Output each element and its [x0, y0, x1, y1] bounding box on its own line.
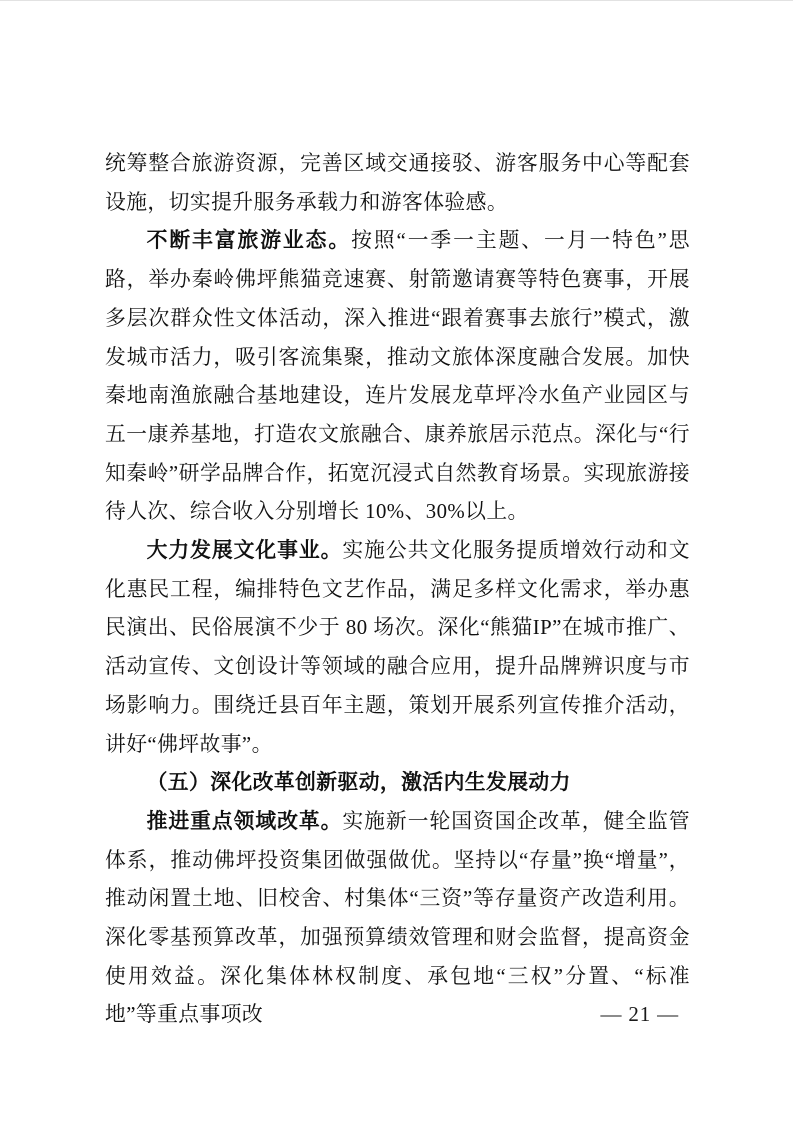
section-heading	[105, 764, 690, 803]
paragraph-text: 实施新一轮国资国企改革，健全监管体系，推动佛坪投资集团做强做优。坚持以“存量”换“增量”，推动闲置土地、旧校舍、村集体“三资”等存量资产改造利用。深化零基预算改革，加强预算绩效管理和财会监督，提高资金使用效益。深化集体林权制度、承包地“三权”分置、“标准地”等重点事项改	[105, 809, 690, 1027]
paragraph-text: 实施公共文化服务提质增效行动和文化惠民工程，编排特色文艺作品，满足多样文化需求，举办惠民演出、民俗展演不少于 80 场次。深化“熊猫IP”在城市推广、活动宣传、文创设计等领域的融合应用，提升品牌辨识度与市场影响力。围绕迁县百年主题，策划开展系列宣传推介活动，讲好“佛坪故事”。	[105, 539, 690, 756]
paragraph-bold-lead: 推进重点领域改革。	[146, 809, 343, 833]
paragraph-tourism-formats	[105, 222, 690, 532]
document-body	[105, 145, 690, 1035]
paragraph-bold-lead: 大力发展文化事业。	[146, 539, 343, 563]
page-number: — 21 —	[600, 1002, 679, 1026]
section-heading-text: （五）深化改革创新驱动，激活内生发展动力	[146, 771, 571, 795]
paragraph-text: 统筹整合旅游资源，完善区域交通接驳、游客服务中心等配套设施，切实提升服务承载力和游客体验感。	[105, 152, 690, 214]
paragraph-text: 按照“一季一主题、一月一特色”思路，举办秦岭佛坪熊猫竞速赛、射箭邀请赛等特色赛事，开展多层次群众性文体活动，深入推进“跟着赛事去旅行”模式，激发城市活力，吸引客流集聚，推动文旅体深度融合发展。加快秦地南渔旅融合基地建设，连片发展龙草坪冷水鱼产业园区与五一康养基地，打造农文旅融合、康养旅居示范点。深化与“行知秦岭”研学品牌合作，拓宽沉浸式自然教育场景。实现旅游接待人次、综合收入分别增长 10%、30%以上。	[105, 229, 690, 524]
paragraph-bold-lead: 不断丰富旅游业态。	[146, 229, 352, 253]
paragraph-cultural-undertakings	[105, 532, 690, 764]
paragraph-continuation	[105, 145, 690, 222]
